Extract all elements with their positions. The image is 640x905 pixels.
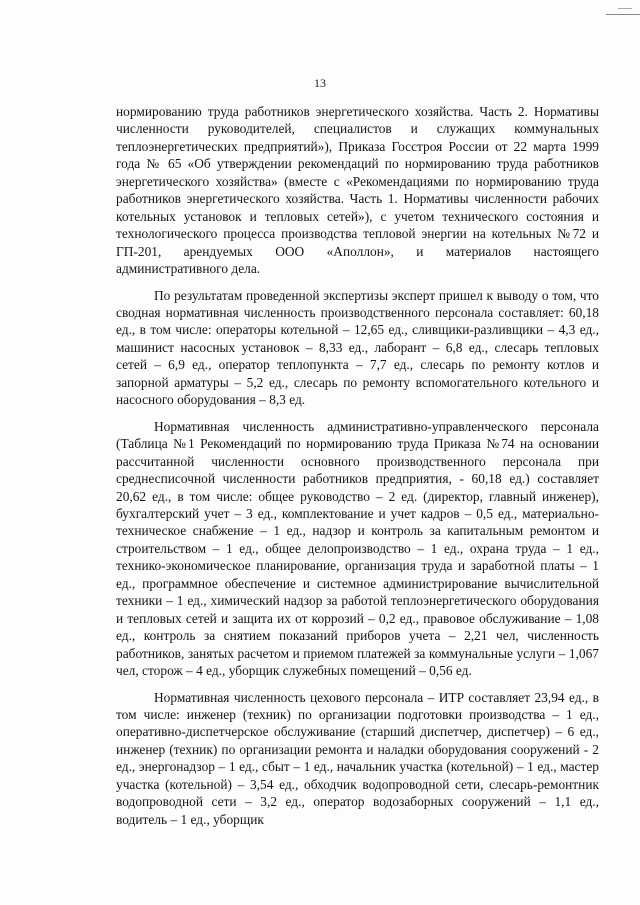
scan-artifact-line: [606, 14, 640, 15]
document-body: [116, 103, 599, 828]
paragraph-expert-conclusion: По результатам проведенной экспертизы эксперт пришел к выводу о том, что сводная нормативная численность производственного персонала составляет: 60,18 ед., в том числе: операторы котельной – 12,65 ед., сливщики-разливщики – 4,3 ед., машинист насосных установок – 8,33 ед., лаборант – 6,8 ед., слесарь тепловых сетей – 6,9 ед., оператор теплопункта – 7,7 ед., слесарь по ремонту котлов и запорной арматуры – 5,2 ед., слесарь по ремонту вспомогательного котельного и насосного оборудования – 8,3 ед.: [116, 287, 599, 408]
paragraph-shop-staff: Нормативная численность цехового персонала – ИТР составляет 23,94 ед., в том числе: инженер (техник) по организации подготовки производства – 1 ед., оперативно-диспетчерское обслуживание (старший диспетчер, диспетчер) – 6 ед., инженер (техник) по организации ремонта и наладки оборудования сооружений - 2 ед., энергонадзор – 1 ед., сбыт – 1 ед., начальник участка (котельной) – 1 ед., мастер участка (котельной) – 3,54 ед., обходчик водопроводной сети, слесарь-ремонтник водопроводной сети – 3,2 ед., оператор водозаборных сооружений – 1,1 ед., водитель – 1 ед., уборщик: [116, 689, 599, 827]
page-number: 13: [314, 76, 326, 90]
paragraph-continued: нормированию труда работников энергетического хозяйства. Часть 2. Нормативы численности руководителей, специалистов и служащих коммунальных теплоэнергетических предприятий»), Приказа Госстроя России от 22 марта 1999 года № 65 «Об утверждении рекомендаций по нормированию труда работников энергетического хозяйства» (вместе с «Рекомендациями по нормированию труда работников энергетического хозяйства. Часть 1. Нормативы численности рабочих котельных установок и тепловых сетей»), с учетом технического состояния и технологического процесса производства тепловой энергии на котельных №72 и ГП-201, арендуемых ООО «Аполлон», и материалов настоящего административного дела.: [116, 104, 599, 277]
scan-artifact-line-small: [618, 8, 632, 9]
paragraph-admin-staff: Нормативная численность административно-управленческого персонала (Таблица №1 Рекомендаций по нормированию труда Приказа №74 на основании рассчитанной численности основного производственного персонала при среднесписочной численности работников предприятия, - 60,18 ед.) составляет 20,62 ед., в том числе: общее руководство – 2 ед. (директор, главный инженер), бухгалтерский учет – 3 ед., комплектование и учет кадров – 0,5 ед., материально-техническое снабжение – 1 ед., надзор и контроль за капитальным ремонтом и строительством – 1 ед., общее делопроизводство – 1 ед., охрана труда – 1 ед., технико-экономическое планирование, организация труда и заработной платы – 1 ед., программное обеспечение и системное администрирование вычислительной техники – 1 ед., химический надзор за работой теплоэнергетического оборудования и тепловых сетей и защита их от коррозий – 0,2 ед., правовое обслуживание – 1,08 ед., контроль за снятием показаний приборов учета – 2,21 чел, численность работников, занятых расчетом и приемом платежей за коммунальные услуги – 1,067 чел, сторож – 4 ед., уборщик служебных помещений – 0,56 ед.: [116, 418, 599, 679]
